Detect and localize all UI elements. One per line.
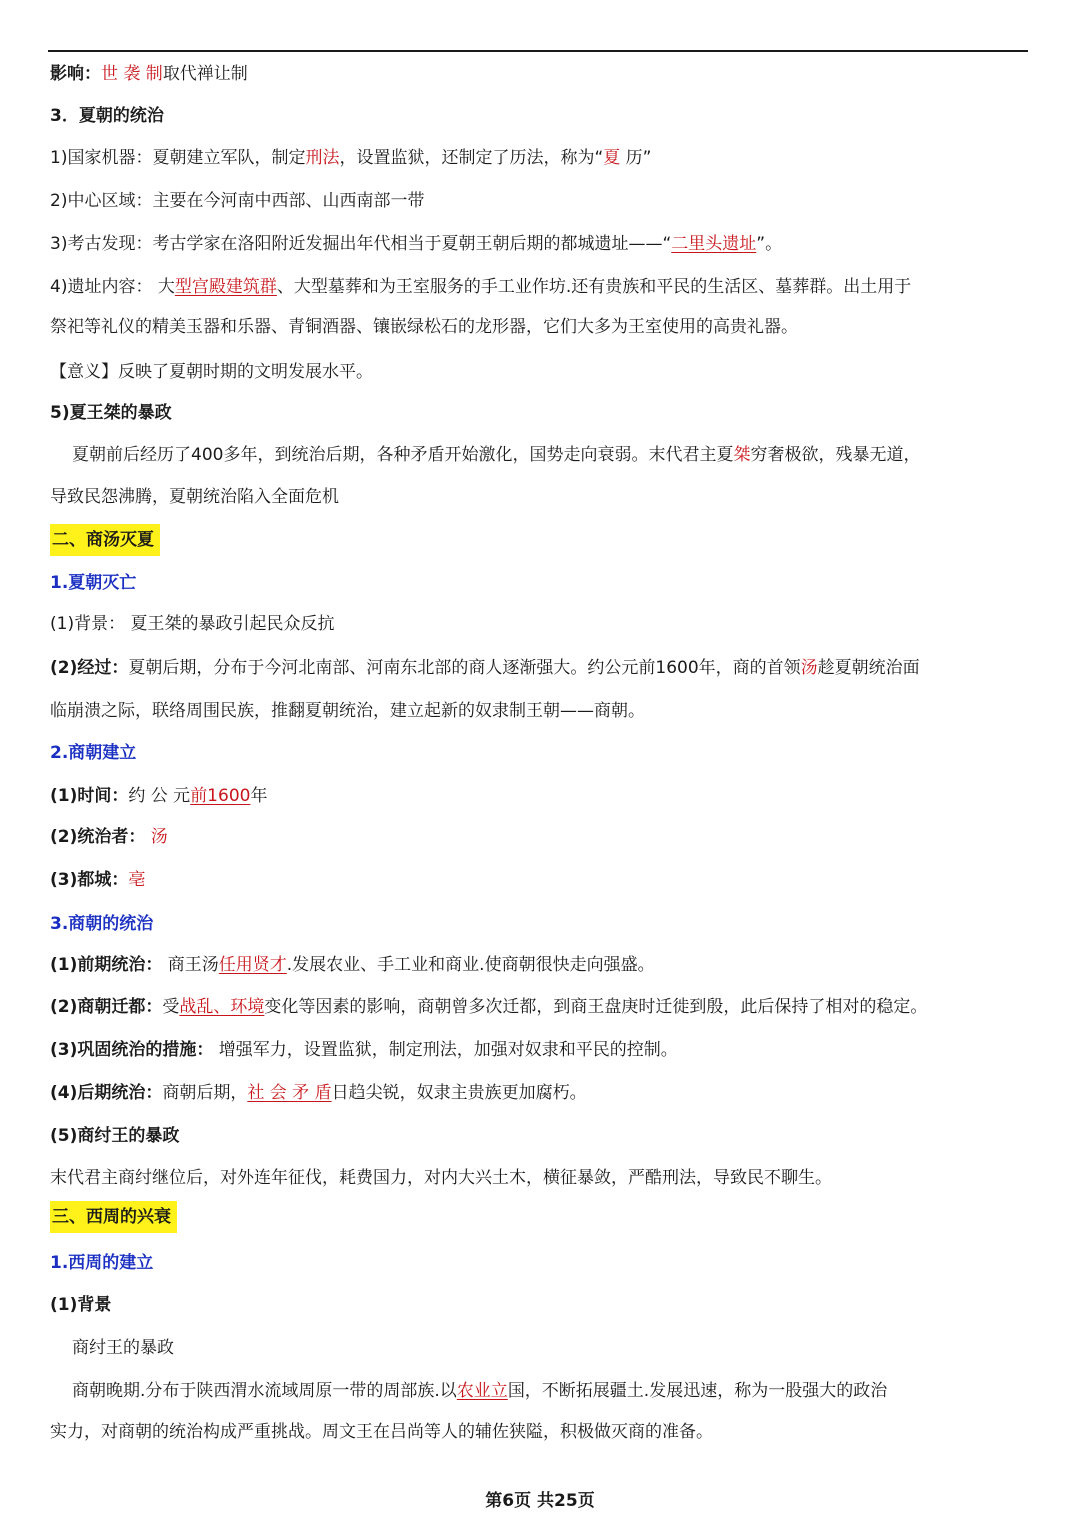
- text: 受: [162, 997, 180, 1017]
- text-line: [50, 656, 920, 680]
- text: 穷奢极欲，残暴无道，: [750, 445, 921, 465]
- text: 商朝晚期.分布于陕西渭水流域周原一带的周部族.以: [72, 1381, 457, 1401]
- text: 国，不断拓展疆土.发展迅速，称为一股强大的政治: [507, 1381, 888, 1401]
- text: .发展农业、手工业和商业.使商朝很快走向强盛。: [286, 955, 655, 975]
- answer: 汤: [800, 658, 818, 678]
- text-line: 商纣王的暴政: [72, 1338, 174, 1358]
- text-line: [50, 868, 145, 892]
- text: 、大型墓葬和为王室服务的手工业作坊.还有贵族和平民的生活区、墓葬群。出土用于: [276, 277, 912, 297]
- text-line: 临崩溃之际，联络周围民族，推翻夏朝统治，建立起新的奴隶制王朝——商朝。: [50, 701, 645, 721]
- section-heading: (1)背景: [50, 1295, 112, 1315]
- text-line: [72, 1379, 887, 1403]
- text: 年: [250, 786, 268, 806]
- answer: 二里头遗址: [671, 234, 757, 254]
- label: (3)巩固统治的措施：: [50, 1040, 214, 1060]
- answer: 战乱、环境: [179, 997, 265, 1017]
- section-heading: (5)商纣王的暴政: [50, 1126, 180, 1146]
- text-line: 祭祀等礼仪的精美玉器和乐器、青铜酒器、镶嵌绿松石的龙形器，它们大多为王室使用的高贵礼器。: [50, 317, 798, 337]
- text: 增强军力，设置监狱，制定刑法，加强对奴隶和平民的控制。: [213, 1040, 678, 1060]
- label: (2)统治者：: [50, 827, 146, 847]
- answer: 夏: [603, 148, 621, 168]
- text: 1)国家机器：夏朝建立军队，制定: [50, 148, 306, 168]
- text: 夏朝前后经历了400多年，到统治后期，各种矛盾开始激化，国势走向衰弱。末代君主夏: [72, 445, 734, 465]
- text: 商朝后期，: [162, 1083, 248, 1103]
- highlighted-heading: 三、西周的兴衰: [50, 1201, 177, 1233]
- text: 4)遗址内容： 大: [50, 277, 175, 297]
- text-line: [50, 825, 168, 849]
- text-line: 末代君主商纣继位后，对外连年征伐，耗费国力，对内大兴土木，横征暴敛，严酷刑法，导致民不聊生。: [50, 1168, 832, 1188]
- text-line: (1)背景： 夏王桀的暴政引起民众反抗: [50, 614, 335, 634]
- text: 约 公 元: [128, 786, 191, 806]
- text-line: [50, 784, 267, 808]
- chapter-heading: [50, 1205, 177, 1229]
- text: 变化等因素的影响，商朝曾多次迁都，到商王盘庚时迁徙到殷，此后保持了相对的稳定。: [264, 997, 928, 1017]
- text: 日趋尖锐，奴隶主贵族更加腐朽。: [331, 1083, 587, 1103]
- text-line: [50, 953, 655, 977]
- text-line: [50, 232, 782, 256]
- section-heading: 3．夏朝的统治: [50, 106, 164, 126]
- label: (1)时间：: [50, 786, 129, 806]
- subsection-heading: 1.夏朝灭亡: [50, 573, 137, 593]
- label: (1)前期统治：: [50, 955, 163, 975]
- text-line: 2)中心区域：主要在今河南中西部、山西南部一带: [50, 191, 425, 211]
- highlighted-heading: 二、商汤灭夏: [50, 524, 160, 556]
- text: 历”: [620, 148, 652, 168]
- text-line: 实力，对商朝的统治构成严重挑战。周文王在吕尚等人的辅佐狭隘，积极做灭商的准备。: [50, 1422, 713, 1442]
- influence-line: [50, 62, 248, 86]
- text: 夏朝后期，分布于今河北南部、河南东北部的商人逐渐强大。约公元前1600年，商的首领: [128, 658, 801, 678]
- text-line: 导致民怨沸腾，夏朝统治陷入全面危机: [50, 487, 339, 507]
- text: 3)考古发现：考古学家在洛阳附近发掘出年代相当于夏朝王朝后期的都城遗址——“: [50, 234, 672, 254]
- section-heading: 5)夏王桀的暴政: [50, 403, 172, 423]
- label: (3)都城：: [50, 870, 129, 890]
- text: ”。: [756, 234, 783, 254]
- text-line: [50, 146, 651, 170]
- text: 趁夏朝统治面: [817, 658, 920, 678]
- answer: 社 会 矛 盾: [247, 1083, 332, 1103]
- text: ，设置监狱，还制定了历法，称为“: [339, 148, 604, 168]
- answer: 亳: [128, 870, 146, 890]
- answer: 刑法: [305, 148, 340, 168]
- answer: 桀: [733, 445, 751, 465]
- answer: 任用贤才: [218, 955, 287, 975]
- text-line: [50, 995, 927, 1019]
- text: 取代禅让制: [162, 64, 248, 84]
- subsection-heading: 3.商朝的统治: [50, 914, 154, 934]
- significance-line: 【意义】反映了夏朝时期的文明发展水平。: [50, 362, 373, 382]
- text-line: [50, 275, 911, 299]
- answer: 汤: [145, 827, 168, 847]
- answer: 农业立: [456, 1381, 508, 1401]
- label: (2)经过：: [50, 658, 129, 678]
- subsection-heading: 1.西周的建立: [50, 1253, 154, 1273]
- header-rule: [48, 50, 1028, 52]
- page-footer: 第6页 共25页: [485, 1491, 595, 1511]
- subsection-heading: 2.商朝建立: [50, 743, 137, 763]
- text: 商王汤: [162, 955, 219, 975]
- label: (4)后期统治：: [50, 1083, 163, 1103]
- answer: 前1600: [190, 786, 251, 806]
- text-line: [50, 1038, 678, 1062]
- label: (2)商朝迁都：: [50, 997, 163, 1017]
- answer: 型宫殿建筑群: [174, 277, 277, 297]
- answer: 世 袭 制: [101, 64, 163, 84]
- chapter-heading: [50, 528, 160, 552]
- text-line: [50, 1081, 587, 1105]
- label: 影响：: [50, 64, 101, 84]
- text-line: [72, 443, 920, 467]
